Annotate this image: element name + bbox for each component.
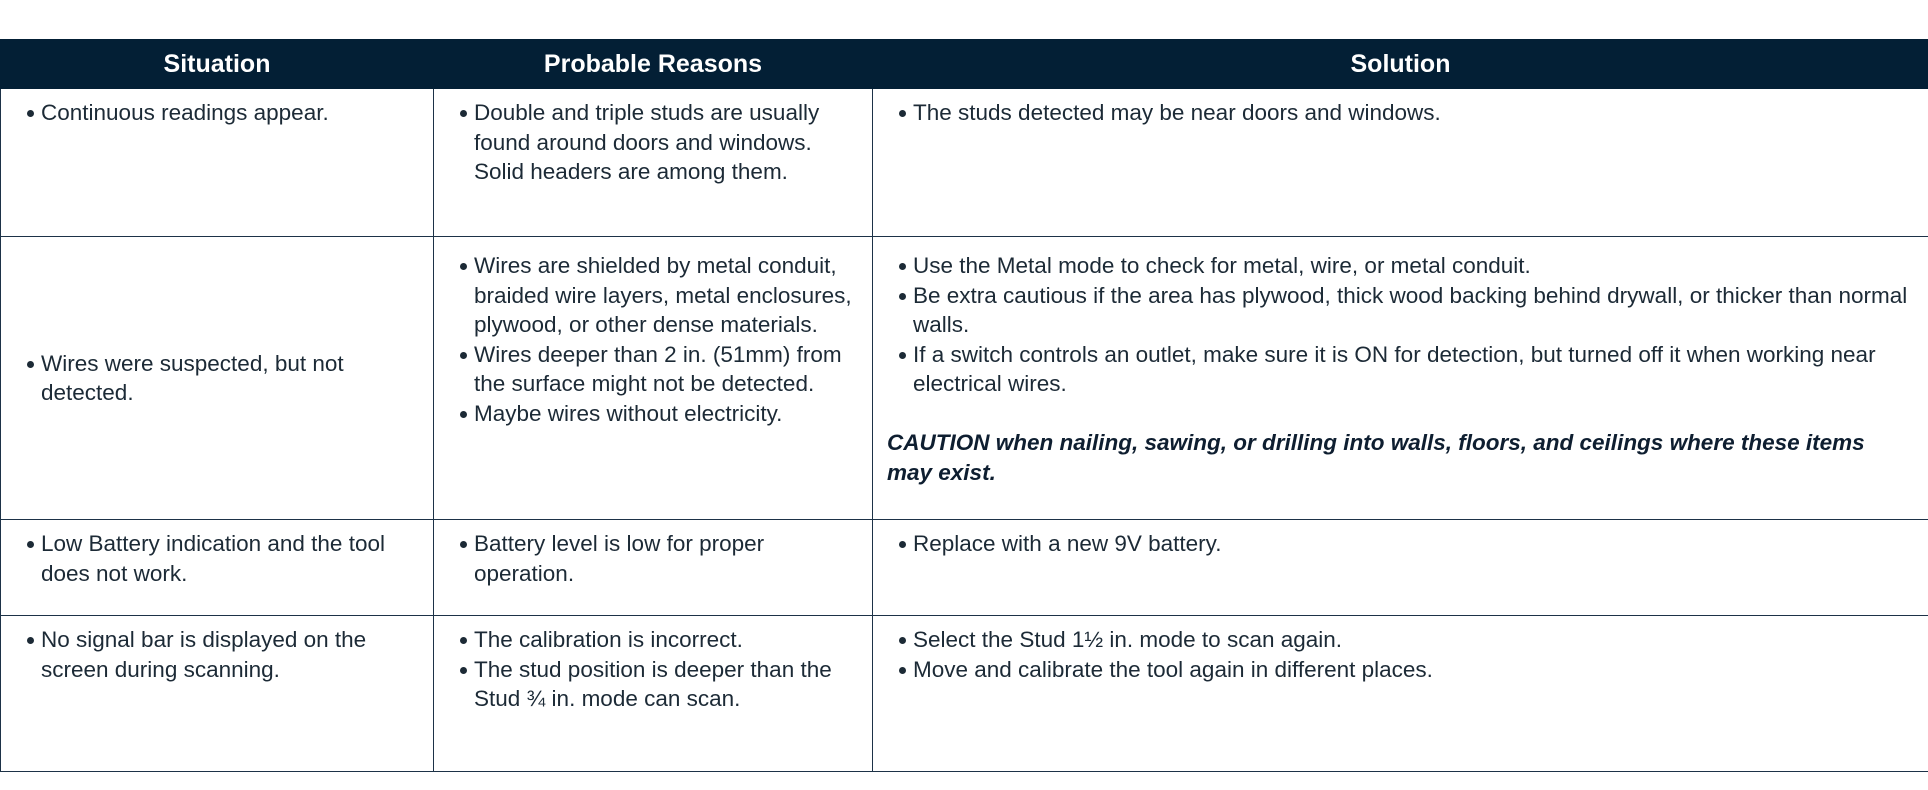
reason-item: Battery level is low for proper operation. — [460, 529, 858, 588]
solution-item: The studs detected may be near doors and windows. — [899, 98, 1914, 128]
reasons-cell — [434, 89, 873, 237]
solution-cell — [873, 520, 1928, 616]
troubleshooting-table — [0, 39, 1928, 772]
situation-cell — [1, 237, 434, 520]
solution-cell — [873, 616, 1928, 772]
header-solution: Solution — [873, 40, 1928, 89]
reasons-cell — [434, 237, 873, 520]
reasons-cell — [434, 520, 873, 616]
table-row — [1, 520, 1928, 616]
situation-cell — [1, 520, 434, 616]
reason-item: The calibration is incorrect. — [460, 625, 858, 655]
reason-item: Wires are shielded by metal conduit, braided wire layers, metal enclosures, plywood, or other dense materials. — [460, 251, 858, 340]
reason-item: Maybe wires without electricity. — [460, 399, 858, 429]
header-row — [1, 40, 1928, 89]
table-row — [1, 89, 1928, 237]
reason-item: Double and triple studs are usually found around doors and windows. Solid headers are among them. — [460, 98, 858, 187]
reason-item: The stud position is deeper than the Stud ¾ in. mode can scan. — [460, 655, 858, 714]
solution-item: Replace with a new 9V battery. — [899, 529, 1914, 559]
solution-item: If a switch controls an outlet, make sure it is ON for detection, but turned off it when working near electrical wires. — [899, 340, 1914, 399]
situation-cell — [1, 89, 434, 237]
solution-item: Be extra cautious if the area has plywood, thick wood backing behind drywall, or thicker than normal walls. — [899, 281, 1914, 340]
reasons-cell — [434, 616, 873, 772]
table-row — [1, 237, 1928, 520]
solution-item: Use the Metal mode to check for metal, wire, or metal conduit. — [899, 251, 1914, 281]
caution-note: CAUTION when nailing, sawing, or drilling into walls, floors, and ceilings where these items may exist. — [887, 430, 1865, 485]
solution-item: Select the Stud 1½ in. mode to scan again. — [899, 625, 1914, 655]
table-row — [1, 616, 1928, 772]
solution-cell — [873, 237, 1928, 520]
header-probable-reasons: Probable Reasons — [434, 40, 873, 89]
situation-item: Low Battery indication and the tool does not work. — [27, 529, 419, 588]
solution-item: Move and calibrate the tool again in different places. — [899, 655, 1914, 685]
situation-item: Continuous readings appear. — [27, 98, 419, 128]
header-situation: Situation — [1, 40, 434, 89]
situation-item: No signal bar is displayed on the screen during scanning. — [27, 625, 419, 684]
reason-item: Wires deeper than 2 in. (51mm) from the surface might not be detected. — [460, 340, 858, 399]
situation-cell — [1, 616, 434, 772]
situation-item: Wires were suspected, but not detected. — [27, 349, 419, 408]
solution-cell — [873, 89, 1928, 237]
